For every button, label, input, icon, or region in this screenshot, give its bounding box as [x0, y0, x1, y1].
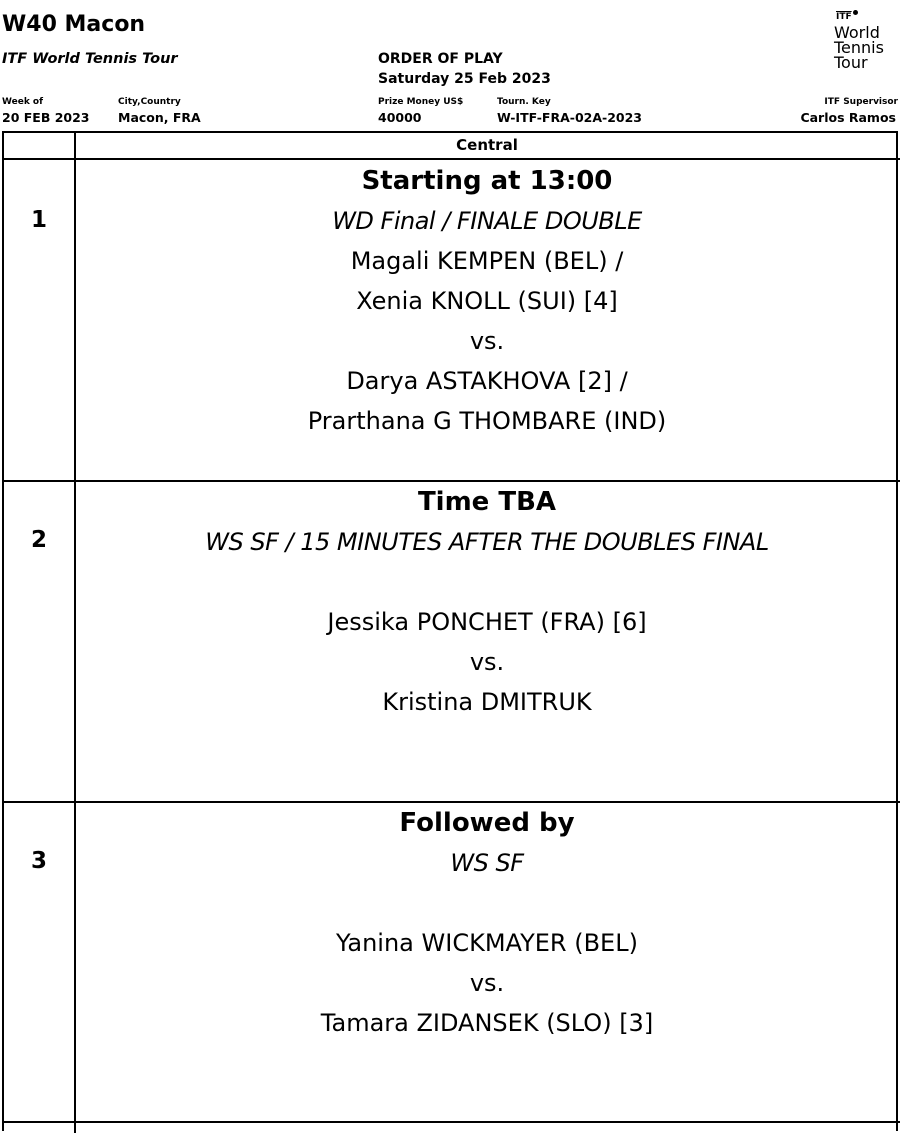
match-time: Followed by	[399, 808, 575, 838]
court-header: Central	[456, 136, 518, 154]
order-of-play-label: ORDER OF PLAY	[378, 51, 503, 67]
supervisor-label: ITF Supervisor	[824, 97, 898, 107]
week-value: 20 FEB 2023	[2, 110, 90, 125]
city-value: Macon, FRA	[118, 110, 201, 125]
match-event: WD Final / FINALE DOUBLE	[332, 207, 642, 235]
match-number: 3	[30, 848, 47, 874]
tournament-key-label: Tourn. Key	[497, 97, 551, 107]
player-name: Yanina WICKMAYER (BEL)	[336, 929, 638, 957]
tournament-title: W40 Macon	[2, 12, 146, 37]
prize-money-label: Prize Money US$	[378, 97, 464, 107]
header-row-divider	[4, 158, 900, 160]
player-name: Prarthana G THOMBARE (IND)	[307, 407, 667, 435]
logo-word-tennis: Tennis	[834, 38, 884, 57]
match-event: WS SF / 15 MINUTES AFTER THE DOUBLES FINAL	[205, 528, 769, 556]
itf-world-tennis-tour-logo	[834, 10, 898, 70]
player-name: Kristina DMITRUK	[382, 688, 592, 716]
player-name: Xenia KNOLL (SUI) [4]	[356, 287, 618, 315]
player-name: Magali KEMPEN (BEL) /	[350, 247, 624, 275]
prize-money-value: 40000	[378, 110, 422, 125]
tour-subtitle: ITF World Tennis Tour	[2, 51, 178, 67]
logo-dot-icon	[853, 10, 858, 15]
tournament-key-value: W-ITF-FRA-02A-2023	[497, 110, 643, 125]
player-name: Jessika PONCHET (FRA) [6]	[327, 608, 647, 636]
match-cell	[76, 803, 898, 1043]
order-of-play-table	[2, 131, 898, 1131]
match-number: 1	[30, 207, 47, 233]
match-time: Starting at 13:00	[361, 166, 613, 196]
player-name: Tamara ZIDANSEK (SLO) [3]	[320, 1009, 654, 1037]
logo-itf-text: $\overline{ITF}$	[836, 12, 852, 22]
versus-label: vs.	[469, 327, 505, 355]
city-label: City,Country	[118, 97, 181, 107]
week-label: Week of	[2, 97, 44, 107]
logo-word-tour: Tour	[834, 53, 868, 72]
match-event: WS SF	[450, 849, 524, 877]
player-name: Darya ASTAKHOVA [2] /	[346, 367, 628, 395]
match-number: 2	[30, 527, 47, 553]
match-row-divider	[4, 1121, 900, 1123]
versus-label: vs.	[469, 969, 505, 997]
supervisor-value: Carlos Ramos	[800, 110, 896, 125]
match-time: Time TBA	[417, 487, 557, 517]
logo-word-world: World	[834, 23, 880, 42]
versus-label: vs.	[469, 648, 505, 676]
order-of-play-date: Saturday 25 Feb 2023	[378, 71, 551, 87]
match-cell	[76, 161, 898, 441]
match-cell	[76, 482, 898, 722]
